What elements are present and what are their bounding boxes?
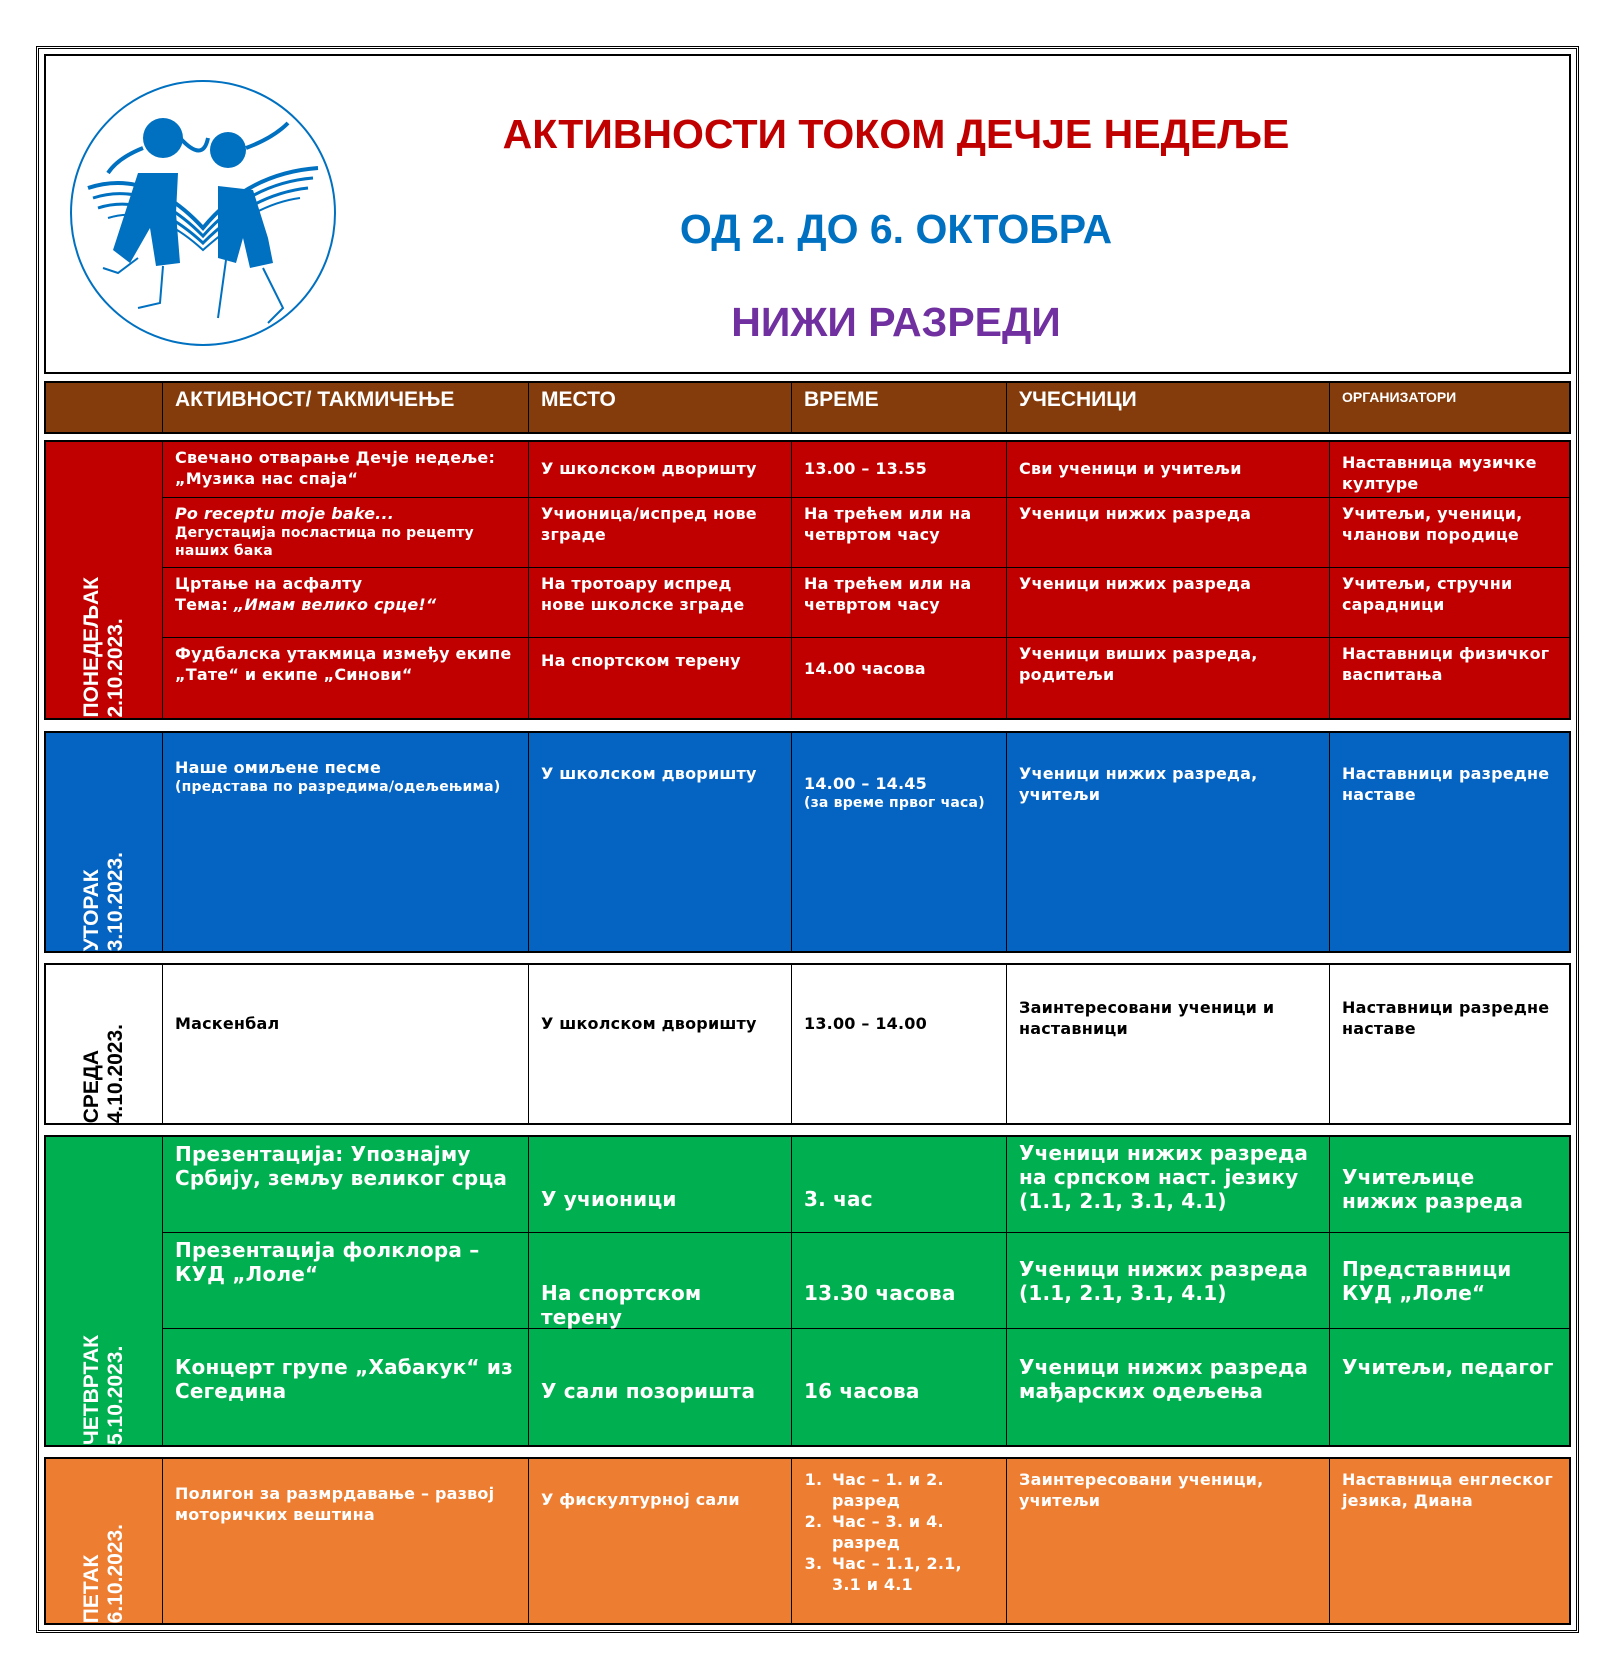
- table-cell: Концерт групе „Хабакук“ из Сегедина: [175, 1355, 513, 1403]
- table-cell: На тротоару испред нове школске зграде: [529, 568, 791, 638]
- students-column: [1007, 965, 1330, 1123]
- table-cell: На спортском терену: [541, 651, 741, 670]
- table-cell: Заинтересовани ученици и наставници: [1019, 998, 1275, 1038]
- table-cell: [163, 733, 528, 951]
- list-item: 3. Час – 1.1, 2.1, 3.1 и 4.1: [828, 1553, 994, 1595]
- activity-title: Наше омиљене песме: [175, 758, 381, 777]
- day-label: УТОРАК 3.10.2023.: [80, 851, 127, 951]
- day-label-cell: [46, 733, 163, 951]
- activity-note: (представа по разредима/одељењима): [175, 779, 501, 795]
- table-cell: [792, 733, 1006, 951]
- table-cell: Ученици нижих разреда на српском наст. језику (1.1, 2.1, 3.1, 4.1): [1007, 1137, 1329, 1233]
- table-cell: 13.30 часова: [792, 1233, 1006, 1329]
- table-cell: Презентација: Упознајму Србију, земљу великог срца: [163, 1137, 528, 1233]
- column-header-time: ВРЕМЕ: [792, 383, 1007, 432]
- table-cell: Учитељи, ученици, чланови породице: [1330, 498, 1569, 568]
- day-label: ЧЕТВРТАК 5.10.2023.: [80, 1335, 127, 1445]
- table-cell: Учитељице нижих разреда: [1330, 1137, 1569, 1233]
- time-column: [792, 442, 1007, 718]
- list-item: 1. Час – 1. и 2. разред: [828, 1469, 994, 1511]
- activity-theme: „Имам велико срце!“: [233, 595, 437, 614]
- time-column: [792, 1137, 1007, 1445]
- students-column: [1007, 1137, 1330, 1445]
- table-cell: Фудбалска утакмица између екипе „Тате“ и екипе „Синови“: [175, 644, 512, 684]
- table-cell: Наставници физичког васпитања: [1342, 644, 1550, 684]
- day-label: СРЕДА 4.10.2023.: [80, 1023, 127, 1123]
- table-cell: [792, 1459, 1006, 1623]
- table-cell: Представници КУД „Лоле“: [1330, 1233, 1569, 1329]
- place-column: [529, 733, 792, 951]
- day-label-cell: [46, 442, 163, 718]
- table-cell: Учитељи, стручни сарадници: [1330, 568, 1569, 638]
- organizers-column: [1330, 1459, 1569, 1623]
- day-section-thursday: [44, 1135, 1571, 1447]
- table-cell: 13.00 – 13.55: [792, 442, 1006, 498]
- activity-theme-label: Тема:: [175, 595, 234, 614]
- table-cell: На трећем или на четвртом часу: [792, 568, 1006, 638]
- column-header-activity: АКТИВНОСТ/ ТАКМИЧЕЊЕ: [163, 383, 529, 432]
- column-header-place: МЕСТО: [529, 383, 792, 432]
- activity-title: Po receptu moje bake...: [175, 504, 395, 523]
- day-label: ПОНЕДЕЉАК 2.10.2023.: [80, 577, 127, 718]
- time-list: [804, 1469, 994, 1595]
- page-header: [44, 54, 1571, 374]
- time-column: [792, 1459, 1007, 1623]
- table-cell: Ученици виших разреда, родитељи: [1019, 644, 1258, 684]
- time-column: [792, 965, 1007, 1123]
- time-value: 14.00 – 14.45: [804, 774, 927, 793]
- organizers-column: [1330, 965, 1569, 1123]
- place-column: [529, 1459, 792, 1623]
- table-cell: Ученици нижих разреда мађарских одељења: [1019, 1355, 1309, 1403]
- table-cell: У фискултурној сали: [541, 1490, 740, 1509]
- table-cell: 13.00 – 14.00: [804, 1014, 927, 1033]
- column-header-organizers: ОРГАНИЗАТОРИ: [1342, 389, 1457, 405]
- children-with-book-logo-icon: [68, 78, 338, 348]
- table-cell: Наставница музичке културе: [1330, 442, 1569, 498]
- students-column: [1007, 1459, 1330, 1623]
- table-cell: [163, 568, 528, 638]
- place-column: [529, 1137, 792, 1445]
- table-cell: У школском дворишту: [541, 764, 757, 783]
- activity-column: [163, 733, 529, 951]
- day-section-tuesday: [44, 731, 1571, 953]
- table-cell: Полигон за размрдавање – развој моторичких вештина: [175, 1484, 495, 1524]
- table-cell: Ученици нижих разреда: [1007, 568, 1329, 638]
- table-cell: Наставници разредне наставе: [1342, 764, 1550, 804]
- organizers-column: [1330, 733, 1569, 951]
- students-column: [1007, 442, 1330, 718]
- grade-level: НИЖИ РАЗРЕДИ: [731, 299, 1061, 345]
- table-cell: Маскенбал: [175, 1014, 280, 1033]
- table-cell: На трећем или на четвртом часу: [792, 498, 1006, 568]
- table-cell: [163, 498, 528, 568]
- activity-column: [163, 442, 529, 718]
- table-cell: Заинтересовани ученици, учитељи: [1019, 1470, 1264, 1510]
- list-item: 2. Час – 3. и 4. разред: [828, 1511, 994, 1553]
- place-column: [529, 442, 792, 718]
- place-column: [529, 965, 792, 1123]
- table-cell: На спортском терену: [529, 1233, 791, 1329]
- day-label-cell: [46, 1137, 163, 1445]
- activity-column: [163, 1459, 529, 1623]
- table-cell: У сали позоришта: [541, 1379, 756, 1403]
- table-cell: У школском дворишту: [541, 1014, 757, 1033]
- table-header: [44, 381, 1571, 434]
- day-label: ПЕТАК 6.10.2023.: [80, 1523, 127, 1623]
- activity-column: [163, 1137, 529, 1445]
- table-cell: Учитељи, педагог: [1342, 1355, 1554, 1379]
- day-section-friday: [44, 1457, 1571, 1625]
- time-column: [792, 733, 1007, 951]
- table-cell: Презентација фолклора – КУД „Лоле“: [163, 1233, 528, 1329]
- table-cell: Учионица/испред нове зграде: [529, 498, 791, 568]
- organizers-column: [1330, 1137, 1569, 1445]
- day-section-monday: [44, 440, 1571, 720]
- table-cell: Ученици нижих разреда: [1007, 498, 1329, 568]
- table-cell: Ученици нижих разреда, учитељи: [1019, 764, 1258, 804]
- day-label-cell: [46, 1459, 163, 1623]
- day-label-cell: [46, 965, 163, 1123]
- table-cell: Сви ученици и учитељи: [1007, 442, 1329, 498]
- students-column: [1007, 733, 1330, 951]
- time-note: (за време првог часа): [804, 795, 985, 811]
- organizers-column: [1330, 442, 1569, 718]
- activity-description: Дегустација посластица по рецепту наших бака: [175, 525, 474, 559]
- table-cell: Наставници разредне наставе: [1342, 998, 1550, 1038]
- table-cell: 14.00 часова: [804, 659, 926, 678]
- day-section-wednesday: [44, 963, 1571, 1125]
- table-cell: 16 часова: [804, 1379, 920, 1403]
- page-title: АКТИВНОСТИ ТОКОМ ДЕЧЈЕ НЕДЕЉЕ: [502, 111, 1290, 157]
- table-cell: 3. час: [792, 1137, 1006, 1233]
- date-range: ОД 2. ДО 6. ОКТОБРА: [679, 206, 1113, 252]
- table-cell: Свечано отварање Дечје недеље: „Музика нас спаја“: [163, 442, 528, 498]
- column-header-students: УЧЕСНИЦИ: [1007, 383, 1330, 432]
- activity-column: [163, 965, 529, 1123]
- header-empty-cell: [46, 383, 163, 432]
- table-cell: Наставница енглеског језика, Диана: [1342, 1470, 1553, 1510]
- table-cell: У учионици: [529, 1137, 791, 1233]
- activity-title: Цртање на асфалту: [175, 574, 363, 593]
- table-cell: У школском дворишту: [529, 442, 791, 498]
- table-cell: Ученици нижих разреда (1.1, 2.1, 3.1, 4.1): [1007, 1233, 1329, 1329]
